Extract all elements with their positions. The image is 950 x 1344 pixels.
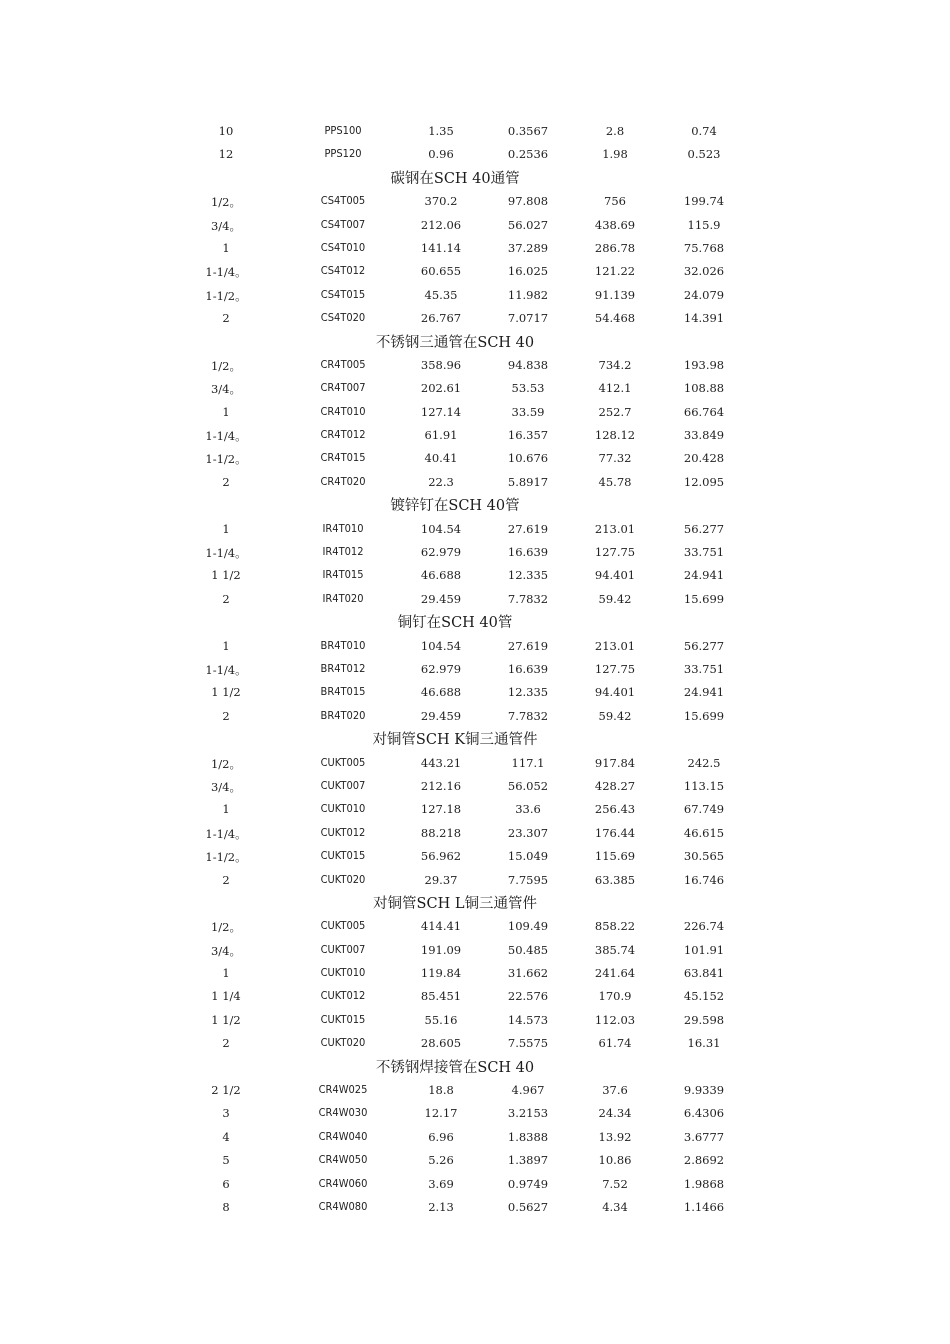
table-cell: 1-1/2。	[205, 850, 247, 865]
table-cell: 370.2	[424, 194, 458, 209]
table-cell: 1-1/4。	[205, 546, 247, 561]
table-cell: 1 1/2	[211, 1012, 241, 1027]
table-cell: 3/4。	[210, 218, 242, 233]
table-cell: 91.139	[594, 287, 636, 302]
table-cell: BR4T015	[320, 685, 366, 699]
table-cell: 2.8692	[683, 1153, 725, 1168]
table-cell: 10	[218, 124, 234, 138]
table-cell: 127.14	[420, 404, 462, 419]
table-cell: 1	[222, 638, 230, 653]
table-cell: CR4T020	[320, 474, 366, 488]
table-cell: 10.676	[507, 451, 549, 466]
section-heading	[180, 611, 750, 634]
table-row	[180, 869, 750, 892]
table-cell: 60.655	[420, 264, 462, 279]
table-cell: 16.639	[507, 661, 549, 676]
table-row	[180, 354, 750, 377]
table-cell: 40.41	[424, 451, 458, 466]
table-cell: 3.2153	[507, 1106, 549, 1121]
section-heading	[180, 494, 750, 517]
table-cell: 176.44	[594, 825, 636, 840]
table-cell: 8	[222, 1199, 230, 1214]
table-cell: 108.88	[683, 381, 725, 396]
table-cell: 94.401	[594, 685, 636, 700]
table-row	[180, 401, 750, 424]
table-cell: 7.52	[602, 1176, 628, 1191]
table-cell: CUKT015	[320, 849, 366, 863]
table-cell: 112.03	[594, 1012, 636, 1027]
pipe-fittings-table	[180, 120, 750, 1219]
table-cell: 18.8	[428, 1083, 454, 1098]
table-cell: 4	[222, 1129, 230, 1144]
table-cell: CR4T005	[320, 357, 366, 371]
table-cell: 54.468	[594, 311, 636, 326]
table-cell: 37.289	[507, 240, 549, 255]
table-row	[180, 260, 750, 283]
table-cell: 33.751	[683, 545, 725, 560]
table-cell: 1 1/2	[211, 568, 241, 583]
table-cell: 191.09	[420, 942, 462, 957]
table-cell: 0.523	[687, 147, 721, 162]
table-row	[180, 588, 750, 611]
table-cell: 2	[222, 1036, 230, 1051]
table-cell: CR4W060	[318, 1176, 368, 1190]
table-cell: 1/2。	[210, 920, 242, 935]
section-title: 碳钢在SCH 40通管	[390, 170, 520, 187]
table-cell: 46.688	[420, 685, 462, 700]
table-cell: 33.59	[511, 404, 545, 419]
table-cell: 3/4。	[210, 943, 242, 958]
table-row	[180, 1032, 750, 1055]
table-cell: 33.751	[683, 661, 725, 676]
table-cell: 7.7595	[507, 872, 549, 887]
table-cell: 7.5575	[507, 1036, 549, 1051]
table-cell: 31.662	[507, 966, 549, 981]
table-cell: 88.218	[420, 825, 462, 840]
table-cell: 2	[222, 872, 230, 887]
table-cell: 10.86	[598, 1153, 632, 1168]
table-cell: 0.2536	[507, 147, 549, 162]
table-row	[180, 424, 750, 447]
table-cell: CR4W080	[318, 1199, 368, 1213]
table-cell: 438.69	[594, 217, 636, 232]
table-cell: CUKT015	[320, 1012, 366, 1026]
table-cell: CR4W025	[318, 1083, 368, 1097]
table-cell: 45.35	[424, 287, 458, 302]
table-cell: 213.01	[594, 521, 636, 536]
table-row	[180, 1173, 750, 1196]
table-cell: 7.0717	[507, 311, 549, 326]
table-row	[180, 143, 750, 166]
table-cell: 24.079	[683, 287, 725, 302]
table-row	[180, 798, 750, 821]
table-cell: 917.84	[594, 755, 636, 770]
table-cell: 1.3897	[507, 1153, 549, 1168]
table-cell: 2	[222, 474, 230, 489]
table-cell: CUKT010	[320, 802, 366, 816]
table-cell: 734.2	[598, 357, 632, 372]
table-cell: 109.49	[507, 919, 549, 934]
table-row	[180, 377, 750, 400]
table-cell: 127.75	[594, 661, 636, 676]
table-cell: BR4T010	[320, 638, 366, 652]
table-cell: 11.982	[507, 287, 549, 302]
table-cell: 113.15	[683, 778, 725, 793]
table-row	[180, 564, 750, 587]
table-cell: 193.98	[683, 357, 725, 372]
table-cell: 16.357	[507, 428, 549, 443]
table-cell: 3	[222, 1106, 230, 1121]
table-cell: 212.06	[420, 217, 462, 232]
table-cell: 213.01	[594, 638, 636, 653]
table-cell: 15.699	[683, 708, 725, 723]
table-cell: CR4W040	[318, 1129, 368, 1143]
table-cell: 3/4。	[210, 779, 242, 794]
table-cell: 0.74	[691, 124, 717, 138]
table-cell: 428.27	[594, 778, 636, 793]
table-cell: 756	[604, 194, 626, 209]
table-cell: 6.4306	[683, 1106, 725, 1121]
table-cell: 0.9749	[507, 1176, 549, 1191]
table-cell: 12	[218, 147, 234, 162]
table-cell: 1-1/2。	[205, 288, 247, 303]
table-cell: 127.75	[594, 545, 636, 560]
section-heading	[180, 1056, 750, 1079]
table-row	[180, 1102, 750, 1125]
table-cell: 358.96	[420, 357, 462, 372]
table-cell: CS4T015	[320, 287, 366, 301]
table-cell: 55.16	[424, 1012, 458, 1027]
table-cell: 1/2。	[210, 195, 242, 210]
table-cell: 1/2。	[210, 756, 242, 771]
table-cell: CUKT010	[320, 966, 366, 980]
table-cell: 1.35	[428, 124, 454, 138]
table-cell: CUKT005	[320, 755, 366, 769]
table-row	[180, 775, 750, 798]
table-cell: CR4T015	[320, 451, 366, 465]
table-cell: CS4T020	[320, 311, 366, 325]
table-cell: 16.31	[687, 1036, 721, 1051]
table-cell: 56.277	[683, 638, 725, 653]
table-cell: 28.605	[420, 1036, 462, 1051]
table-cell: 22.3	[428, 474, 454, 489]
table-row	[180, 1196, 750, 1219]
section-title: 不锈钢焊接管在SCH 40	[375, 1059, 535, 1076]
table-cell: 30.565	[683, 849, 725, 864]
table-cell: 1 1/4	[211, 989, 241, 1004]
table-row	[180, 214, 750, 237]
table-cell: 12.335	[507, 568, 549, 583]
table-cell: 37.6	[602, 1083, 628, 1098]
table-cell: 5	[222, 1153, 230, 1168]
table-cell: 24.941	[683, 568, 725, 583]
table-cell: 56.027	[507, 217, 549, 232]
table-cell: 61.74	[598, 1036, 632, 1051]
section-heading	[180, 892, 750, 915]
table-cell: 67.749	[683, 802, 725, 817]
table-cell: CUKT012	[320, 989, 366, 1003]
table-row	[180, 939, 750, 962]
table-cell: 45.152	[683, 989, 725, 1004]
table-cell: CUKT007	[320, 942, 366, 956]
table-cell: 75.768	[683, 240, 725, 255]
section-heading	[180, 331, 750, 354]
table-cell: 858.22	[594, 919, 636, 934]
table-cell: 12.335	[507, 685, 549, 700]
table-cell: 1	[222, 802, 230, 817]
table-cell: 1.8388	[507, 1129, 549, 1144]
table-cell: 443.21	[420, 755, 462, 770]
table-cell: CS4T010	[320, 240, 366, 254]
table-row	[180, 1126, 750, 1149]
table-row	[180, 237, 750, 260]
table-row	[180, 120, 750, 143]
table-row	[180, 822, 750, 845]
table-cell: 94.838	[507, 357, 549, 372]
table-cell: 9.9339	[683, 1083, 725, 1098]
table-cell: CS4T007	[320, 217, 366, 231]
table-cell: 119.84	[420, 966, 462, 981]
table-cell: 46.688	[420, 568, 462, 583]
table-cell: PPS100	[324, 124, 362, 137]
table-cell: 94.401	[594, 568, 636, 583]
table-cell: 115.9	[687, 217, 721, 232]
table-cell: 62.979	[420, 545, 462, 560]
table-cell: 13.92	[598, 1129, 632, 1144]
table-cell: 2	[222, 708, 230, 723]
table-cell: CR4T010	[320, 404, 366, 418]
table-cell: 23.307	[507, 825, 549, 840]
section-title: 铜钉在SCH 40管	[397, 615, 513, 632]
table-cell: 22.576	[507, 989, 549, 1004]
table-cell: 59.42	[598, 591, 632, 606]
table-cell: 141.14	[420, 240, 462, 255]
table-cell: CUKT020	[320, 872, 366, 886]
table-cell: 1	[222, 240, 230, 255]
table-row	[180, 307, 750, 330]
section-heading	[180, 728, 750, 751]
table-cell: 1-1/2。	[205, 452, 247, 467]
table-row	[180, 284, 750, 307]
table-cell: 1.98	[602, 147, 628, 162]
table-cell: 286.78	[594, 240, 636, 255]
table-cell: 45.78	[598, 474, 632, 489]
table-cell: 14.391	[683, 311, 725, 326]
table-cell: 7.7832	[507, 708, 549, 723]
table-cell: 29.459	[420, 591, 462, 606]
section-title: 对铜管SCH L铜三通管件	[373, 895, 537, 912]
table-cell: 385.74	[594, 942, 636, 957]
table-cell: 256.43	[594, 802, 636, 817]
table-cell: PPS120	[324, 147, 362, 161]
table-cell: 56.962	[420, 849, 462, 864]
table-cell: 4.967	[511, 1083, 545, 1098]
section-title: 对铜管SCH K铜三通管件	[372, 732, 538, 749]
section-title: 镀锌钉在SCH 40管	[390, 498, 520, 515]
table-cell: 101.91	[683, 942, 725, 957]
table-row	[180, 962, 750, 985]
table-row	[180, 1149, 750, 1172]
table-cell: 29.37	[424, 872, 458, 887]
table-cell: 1-1/4。	[205, 826, 247, 841]
table-cell: 0.3567	[507, 124, 549, 138]
table-cell: BR4T020	[320, 708, 366, 722]
table-cell: CS4T005	[320, 194, 366, 208]
table-cell: 29.598	[683, 1012, 725, 1027]
table-cell: 242.5	[687, 755, 721, 770]
table-cell: 1	[222, 966, 230, 981]
section-heading	[180, 167, 750, 190]
table-cell: 2	[222, 591, 230, 606]
table-cell: 2.8	[605, 124, 625, 138]
table-row	[180, 541, 750, 564]
table-cell: 46.615	[683, 825, 725, 840]
table-cell: 0.96	[428, 147, 454, 162]
table-cell: 32.026	[683, 264, 725, 279]
table-cell: CR4W030	[318, 1106, 368, 1120]
table-row	[180, 518, 750, 541]
table-cell: 1/2。	[210, 358, 242, 373]
table-cell: 115.69	[594, 849, 636, 864]
table-row	[180, 985, 750, 1008]
table-row	[180, 1079, 750, 1102]
table-cell: 104.54	[420, 638, 462, 653]
table-cell: CR4T012	[320, 428, 366, 442]
table-cell: CR4W050	[318, 1153, 368, 1167]
table-cell: 15.699	[683, 591, 725, 606]
table-row	[180, 190, 750, 213]
table-cell: IR4T010	[322, 521, 364, 535]
table-cell: 127.18	[420, 802, 462, 817]
table-cell: BR4T012	[320, 661, 366, 675]
table-cell: 1.1466	[683, 1199, 725, 1214]
table-cell: 97.808	[507, 194, 549, 209]
table-cell: 26.767	[420, 311, 462, 326]
table-cell: 12.17	[424, 1106, 458, 1121]
table-cell: 128.12	[594, 428, 636, 443]
table-cell: 104.54	[420, 521, 462, 536]
table-cell: 2.13	[428, 1199, 454, 1214]
section-title: 不锈钢三通管在SCH 40	[375, 334, 535, 351]
table-cell: 63.841	[683, 966, 725, 981]
table-cell: 16.025	[507, 264, 549, 279]
table-cell: 24.34	[598, 1106, 632, 1121]
table-cell: 1-1/4。	[205, 662, 247, 677]
table-cell: 33.6	[515, 802, 541, 817]
table-cell: 27.619	[507, 638, 549, 653]
table-cell: 5.26	[428, 1153, 454, 1168]
table-cell: 2	[222, 311, 230, 326]
table-cell: 1-1/4。	[205, 265, 247, 280]
table-row	[180, 635, 750, 658]
table-cell: 6.96	[428, 1129, 454, 1144]
table-cell: CR4T007	[320, 381, 366, 395]
table-row	[180, 658, 750, 681]
table-cell: 412.1	[598, 381, 632, 396]
table-row	[180, 705, 750, 728]
table-cell: 170.9	[598, 989, 632, 1004]
table-cell: 226.74	[683, 919, 725, 934]
table-cell: 12.095	[683, 474, 725, 489]
table-cell: 7.7832	[507, 591, 549, 606]
table-cell: 20.428	[683, 451, 725, 466]
table-cell: 15.049	[507, 849, 549, 864]
table-cell: 53.53	[511, 381, 545, 396]
table-cell: 4.34	[602, 1199, 628, 1214]
table-cell: 117.1	[511, 755, 545, 770]
table-cell: 414.41	[420, 919, 462, 934]
table-cell: CUKT007	[320, 778, 366, 792]
table-cell: 3/4。	[210, 382, 242, 397]
table-cell: 241.64	[594, 966, 636, 981]
table-cell: IR4T012	[322, 545, 364, 559]
table-row	[180, 915, 750, 938]
table-cell: 3.69	[428, 1176, 454, 1191]
table-cell: 1	[222, 521, 230, 536]
table-cell: 56.052	[507, 778, 549, 793]
table-cell: 2 1/2	[211, 1083, 241, 1098]
table-cell: 61.91	[424, 428, 458, 443]
table-cell: CUKT005	[320, 919, 366, 933]
table-cell: 77.32	[598, 451, 632, 466]
table-cell: 202.61	[420, 381, 462, 396]
table-cell: CS4T012	[320, 264, 366, 278]
table-cell: 63.385	[594, 872, 636, 887]
table-cell: 1 1/2	[211, 685, 241, 700]
table-cell: 29.459	[420, 708, 462, 723]
table-row	[180, 1009, 750, 1032]
table-cell: 85.451	[420, 989, 462, 1004]
table-cell: 121.22	[594, 264, 636, 279]
table-cell: 212.16	[420, 778, 462, 793]
table-cell: 3.6777	[683, 1129, 725, 1144]
table-cell: 16.639	[507, 545, 549, 560]
table-row	[180, 845, 750, 868]
table-cell: CUKT020	[320, 1036, 366, 1050]
table-cell: 62.979	[420, 661, 462, 676]
table-cell: 50.485	[507, 942, 549, 957]
table-cell: 59.42	[598, 708, 632, 723]
table-cell: 56.277	[683, 521, 725, 536]
table-cell: 5.8917	[507, 474, 549, 489]
table-cell: 14.573	[507, 1012, 549, 1027]
table-cell: 1-1/4。	[205, 429, 247, 444]
table-cell: CUKT012	[320, 825, 366, 839]
table-cell: 27.619	[507, 521, 549, 536]
table-row	[180, 471, 750, 494]
table-cell: 24.941	[683, 685, 725, 700]
table-cell: 33.849	[683, 428, 725, 443]
table-cell: IR4T020	[322, 591, 364, 605]
table-cell: 1.9868	[683, 1176, 725, 1191]
table-row	[180, 447, 750, 470]
table-cell: 252.7	[598, 404, 632, 419]
table-cell: 6	[222, 1176, 230, 1191]
table-row	[180, 752, 750, 775]
table-cell: 16.746	[683, 872, 725, 887]
table-cell: 0.5627	[507, 1199, 549, 1214]
table-cell: 66.764	[683, 404, 725, 419]
table-cell: IR4T015	[322, 568, 364, 582]
table-cell: 1	[222, 404, 230, 419]
table-row	[180, 681, 750, 704]
table-cell: 199.74	[683, 194, 725, 209]
